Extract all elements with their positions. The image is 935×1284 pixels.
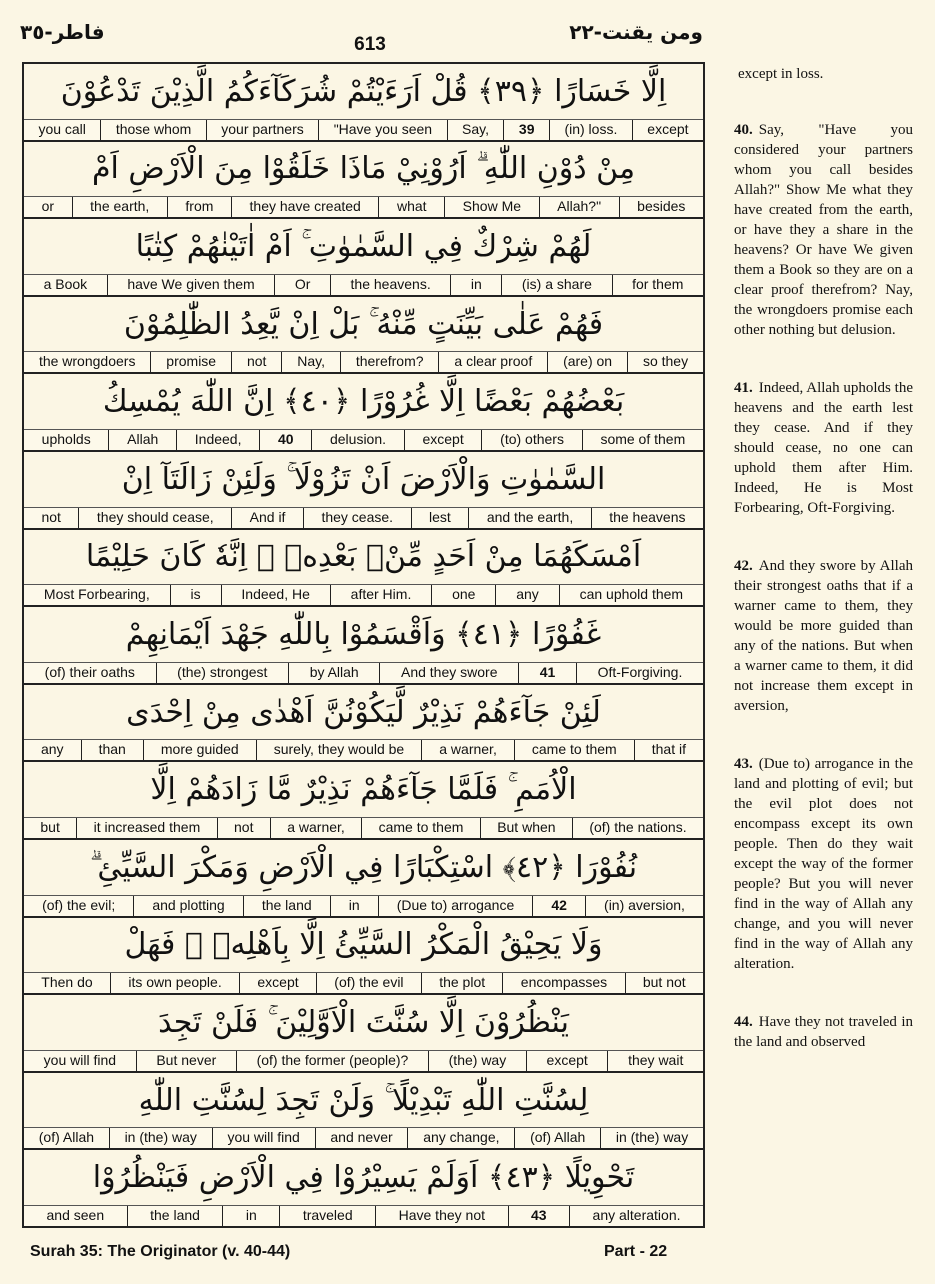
- word-translation-cell: what: [378, 197, 444, 217]
- translation-paragraph: [734, 1012, 913, 1052]
- word-translation-cell: in: [222, 1206, 279, 1226]
- verse-number: 40.: [734, 122, 753, 138]
- word-translation-cell: the earth,: [72, 197, 167, 217]
- word-translation-cell: in (the) way: [109, 1128, 212, 1148]
- word-translation-cell: Indeed, He: [221, 585, 330, 605]
- arabic-text: غَفُوْرًا ﴿٤١﴾ وَاَقْسَمُوْا بِاللّٰهِ جَهْدَ اَيْمَانِهِمْ: [125, 616, 602, 652]
- verse-number-cell: 43: [508, 1206, 570, 1226]
- translation-paragraph: [734, 120, 913, 340]
- word-translation-cell: But when: [480, 818, 572, 838]
- translation-paragraph: [734, 754, 913, 974]
- word-translation-cell: and the earth,: [468, 508, 590, 528]
- translation-column: [734, 64, 913, 1090]
- word-translation-cell: except: [239, 973, 316, 993]
- verse-row: [24, 64, 703, 142]
- word-translation-cell: that if: [634, 740, 703, 760]
- juz-header: ومن يقنت-٢٢: [569, 20, 703, 44]
- word-translation-cell: except: [404, 430, 482, 450]
- word-translation-cell: (in) aversion,: [585, 896, 703, 916]
- word-translation-cell: they wait: [607, 1051, 703, 1071]
- word-translation-cell: except: [632, 120, 703, 140]
- verse-row: [24, 685, 703, 763]
- word-translation-cell: but: [40, 818, 60, 835]
- word-translation-cell: delusion.: [311, 430, 404, 450]
- word-translation-cell: the land: [127, 1206, 223, 1226]
- word-translation-cell: (of) their oaths: [44, 663, 135, 680]
- word-translation-cell: And they swore: [379, 663, 518, 683]
- word-translation-cell: (the) strongest: [156, 663, 289, 683]
- verse-row: [24, 219, 703, 297]
- word-translation-cell: (are) on: [547, 352, 627, 372]
- word-translation-row: [24, 119, 703, 140]
- word-translation-cell: is: [170, 585, 221, 605]
- word-translation-cell: some of them: [582, 430, 703, 450]
- verse-number-cell: 39: [503, 120, 549, 140]
- word-translation-cell: (of) the nations.: [572, 818, 703, 838]
- translation-paragraph: [734, 556, 913, 716]
- word-translation-cell: Say,: [447, 120, 504, 140]
- translation-text: Say, "Have you considered your partners whom you call besides Allah?" Show Me what they have created from the earth, or have they a share in the heavens? Or have We given them a Book so they are on a clear proof therefrom? Nay, the wrongdoers promise each other nothing but delusion.: [734, 122, 913, 338]
- verse-row: [24, 142, 703, 220]
- word-translation-row: [24, 196, 703, 217]
- word-translation-cell: "Have you seen: [318, 120, 446, 140]
- word-translation-cell: Have they not: [375, 1206, 507, 1226]
- word-translation-cell: lest: [411, 508, 469, 528]
- word-translation-cell: they cease.: [303, 508, 411, 528]
- arabic-text: لِسُنَّتِ اللّٰهِ تَبْدِيْلًا ۚ وَلَنْ تَجِدَ لِسُنَّتِ اللّٰهِ: [138, 1082, 589, 1118]
- verse-row: [24, 1150, 703, 1228]
- word-translation-row: [24, 817, 703, 838]
- word-translation-cell: any: [495, 585, 558, 605]
- word-translation-cell: or: [41, 198, 55, 215]
- word-translation-cell: a clear proof: [438, 352, 547, 372]
- word-translation-cell: any change,: [407, 1128, 514, 1148]
- translation-text: (Due to) arrogance in the land and plotting of evil; but the evil plot does not encompass except its own people. Then do they wait except the way of the former people? But you will never find in the way of Allah any change, and you will never find in the way of Allah any alteration.: [734, 756, 913, 972]
- word-translation-row: [24, 972, 703, 993]
- verse-number: 44.: [734, 1014, 753, 1030]
- word-translation-cell: the plot: [421, 973, 503, 993]
- word-translation-cell: and never: [315, 1128, 408, 1148]
- arabic-text: لَئِنْ جَآءَهُمْ نَذِيْرٌ لَّيَكُوْنُنَّ اَهْدٰى مِنْ اِحْدَى: [126, 694, 601, 730]
- verse-row: [24, 530, 703, 608]
- verse-number: 42.: [734, 558, 753, 574]
- word-translation-cell: (of) Allah: [514, 1128, 600, 1148]
- word-translation-cell: one: [431, 585, 495, 605]
- word-translation-cell: Then do: [41, 974, 93, 991]
- word-translation-row: [24, 507, 703, 528]
- verse-number-cell: 42: [532, 896, 585, 916]
- word-translation-cell: upholds: [41, 430, 91, 447]
- word-translation-row: [24, 274, 703, 295]
- translation-text: And they swore by Allah their strongest oaths that if a warner came to them, they would be more guided than any of the nations. But when a warner came to them, it did not increase them except in aversion,: [734, 558, 913, 714]
- word-translation-cell: you will find: [43, 1051, 117, 1068]
- verse-row: [24, 607, 703, 685]
- word-translation-row: [24, 351, 703, 372]
- translation-paragraph: [734, 64, 913, 84]
- word-translation-cell: your partners: [206, 120, 318, 140]
- word-translation-cell: Or: [274, 275, 330, 295]
- word-translation-cell: from: [167, 197, 231, 217]
- arabic-text: بَعْضُهُمْ بَعْضًا اِلَّا غُرُوْرًا ﴿٤٠﴾ اِنَّ اللّٰهَ يُمْسِكُ: [102, 384, 625, 420]
- verse-row: [24, 297, 703, 375]
- word-translation-cell: surely, they would be: [256, 740, 422, 760]
- verse-row: [24, 762, 703, 840]
- arabic-text: مِنْ دُوْنِ اللّٰهِ ۗ اَرُوْنِيْ مَاذَا خَلَقُوْا مِنَ الْاَرْضِ اَمْ: [91, 151, 636, 187]
- word-translation-cell: they have created: [231, 197, 378, 217]
- word-translation-cell: in (the) way: [600, 1128, 703, 1148]
- arabic-text: يَنْظُرُوْنَ اِلَّا سُنَّتَ الْاَوَّلِيْنَ ۚ فَلَنْ تَجِدَ: [158, 1004, 569, 1040]
- arabic-text: تَحْوِيْلًا ﴿٤٣﴾ اَوَلَمْ يَسِيْرُوْا فِي الْاَرْضِ فَيَنْظُرُوْا: [92, 1160, 635, 1196]
- word-translation-cell: by Allah: [288, 663, 379, 683]
- word-translation-cell: can uphold them: [559, 585, 703, 605]
- word-translation-cell: the land: [243, 896, 330, 916]
- word-translation-cell: and seen: [46, 1206, 105, 1223]
- arabic-text: اَمْسَكَهُمَا مِنْ اَحَدٍ مِّنْۢ بَعْدِهٖ ۗ اِنَّهٗ كَانَ حَلِيْمًا: [85, 539, 642, 575]
- word-translation-cell: the heavens: [591, 508, 703, 528]
- word-translation-cell: (of) the evil;: [42, 896, 116, 913]
- word-translation-cell: a warner,: [270, 818, 361, 838]
- word-translation-cell: (is) a share: [501, 275, 611, 295]
- arabic-text: اِلَّا خَسَارًا ﴿٣٩﴾ قُلْ اَرَءَيْتُمْ شُرَكَآءَكُمُ الَّذِيْنَ تَدْعُوْنَ: [60, 73, 667, 109]
- verse-row: [24, 918, 703, 996]
- word-translation-cell: But never: [136, 1051, 236, 1071]
- word-translation-cell: a Book: [43, 275, 88, 292]
- word-translation-cell: more guided: [143, 740, 256, 760]
- word-translation-row: [24, 1127, 703, 1148]
- word-translation-row: [24, 1050, 703, 1071]
- word-translation-cell: except: [526, 1051, 608, 1071]
- arabic-text: الْاُمَمِ ۚ فَلَمَّا جَآءَهُمْ نَذِيْرٌ مَّا زَادَهُمْ اِلَّا: [150, 772, 577, 808]
- word-translation-cell: Indeed,: [176, 430, 259, 450]
- word-translation-cell: have We given them: [107, 275, 275, 295]
- word-translation-cell: (in) loss.: [549, 120, 632, 140]
- footer-surah-title: Surah 35: The Originator (v. 40-44): [30, 1243, 291, 1260]
- word-translation-cell: (to) others: [481, 430, 581, 450]
- word-translation-cell: in: [330, 896, 378, 916]
- word-translation-cell: (the) way: [428, 1051, 526, 1071]
- verse-row: [24, 840, 703, 918]
- arabic-text: وَلَا يَحِيْقُ الْمَكْرُ السَّيِّئُ اِلَّا بِاَهْلِهٖ ۗ فَهَلْ: [124, 927, 603, 963]
- word-translation-cell: traveled: [279, 1206, 375, 1226]
- surah-header: فاطر-٣٥: [20, 20, 105, 44]
- verse-number: 43.: [734, 756, 753, 772]
- word-translation-cell: promise: [150, 352, 231, 372]
- verse-row: [24, 374, 703, 452]
- word-translation-cell: it increased them: [76, 818, 216, 838]
- verse-row: [24, 1073, 703, 1151]
- translation-text: except in loss.: [738, 66, 824, 82]
- word-translation-cell: and plotting: [133, 896, 243, 916]
- footer-part: Part - 22: [604, 1243, 668, 1260]
- word-translation-cell: not: [231, 352, 281, 372]
- word-translation-cell: after Him.: [330, 585, 431, 605]
- word-translation-cell: any alteration.: [569, 1206, 703, 1226]
- word-translation-row: [24, 662, 703, 683]
- word-translation-row: [24, 739, 703, 760]
- word-translation-cell: the wrongdoers: [38, 353, 136, 370]
- arabic-text: السَّمٰوٰتِ وَالْاَرْضَ اَنْ تَزُوْلَا ۚ وَلَئِنْ زَالَتَآ اِنْ: [121, 461, 606, 497]
- word-translation-cell: Nay,: [281, 352, 340, 372]
- word-translation-cell: (of) Allah: [38, 1129, 95, 1146]
- word-translation-cell: but not: [625, 973, 703, 993]
- word-translation-cell: besides: [619, 197, 703, 217]
- word-translation-cell: therefrom?: [340, 352, 439, 372]
- verse-row: [24, 995, 703, 1073]
- word-translation-cell: And if: [231, 508, 303, 528]
- word-translation-cell: encompasses: [502, 973, 624, 993]
- word-translation-row: [24, 584, 703, 605]
- word-translation-row: [24, 895, 703, 916]
- arabic-text: لَهُمْ شِرْكٌ فِي السَّمٰوٰتِ ۚ اَمْ اٰتَيْنٰهُمْ كِتٰبًا: [135, 228, 592, 264]
- word-translation-cell: a warner,: [421, 740, 514, 760]
- arabic-text: فَهُمْ عَلٰى بَيِّنَتٍ مِّنْهُ ۚ بَلْ اِنْ يَّعِدُ الظّٰلِمُوْنَ: [123, 306, 604, 342]
- arabic-text: نُفُوْرَا ﴿٤٢﴾ اسْتِكْبَارًا فِي الْاَرْضِ وَمَكْرَ السَّيِّئِ ۗ: [89, 849, 638, 885]
- translation-text: Indeed, Allah upholds the heavens and the earth lest they cease. And if they should cease, no one can uphold them after Him. Indeed, He is Most Forbearing, Oft-Forgiving.: [734, 380, 913, 516]
- word-translation-cell: not: [217, 818, 270, 838]
- word-translation-row: [24, 429, 703, 450]
- word-translation-cell: those whom: [100, 120, 205, 140]
- translation-text: Have they not traveled in the land and observed: [734, 1014, 913, 1050]
- verse-number-cell: 40: [259, 430, 311, 450]
- word-translation-cell: in: [450, 275, 501, 295]
- word-translation-cell: (Due to) arrogance: [378, 896, 533, 916]
- verse-row: [24, 452, 703, 530]
- word-by-word-grid: [22, 62, 705, 1228]
- translation-paragraph: [734, 378, 913, 518]
- verse-number: 41.: [734, 380, 753, 396]
- verse-number-cell: 41: [518, 663, 576, 683]
- page-number: 613: [354, 34, 386, 55]
- word-translation-cell: (of) the evil: [316, 973, 421, 993]
- word-translation-cell: the heavens.: [330, 275, 450, 295]
- word-translation-cell: they should cease,: [78, 508, 231, 528]
- word-translation-cell: Allah: [108, 430, 176, 450]
- word-translation-row: [24, 1205, 703, 1226]
- word-translation-cell: Show Me: [444, 197, 538, 217]
- word-translation-cell: not: [41, 508, 61, 525]
- word-translation-cell: Allah?": [539, 197, 619, 217]
- word-translation-cell: Oft-Forgiving.: [576, 663, 703, 683]
- word-translation-cell: came to them: [361, 818, 480, 838]
- word-translation-cell: any: [40, 741, 64, 758]
- word-translation-cell: Most Forbearing,: [43, 586, 150, 603]
- word-translation-cell: you call: [38, 120, 86, 137]
- word-translation-cell: for them: [612, 275, 704, 295]
- word-translation-cell: you will find: [212, 1128, 315, 1148]
- word-translation-cell: its own people.: [110, 973, 239, 993]
- word-translation-cell: came to them: [514, 740, 634, 760]
- word-translation-cell: (of) the former (people)?: [236, 1051, 428, 1071]
- word-translation-cell: than: [81, 740, 143, 760]
- word-translation-cell: so they: [627, 352, 703, 372]
